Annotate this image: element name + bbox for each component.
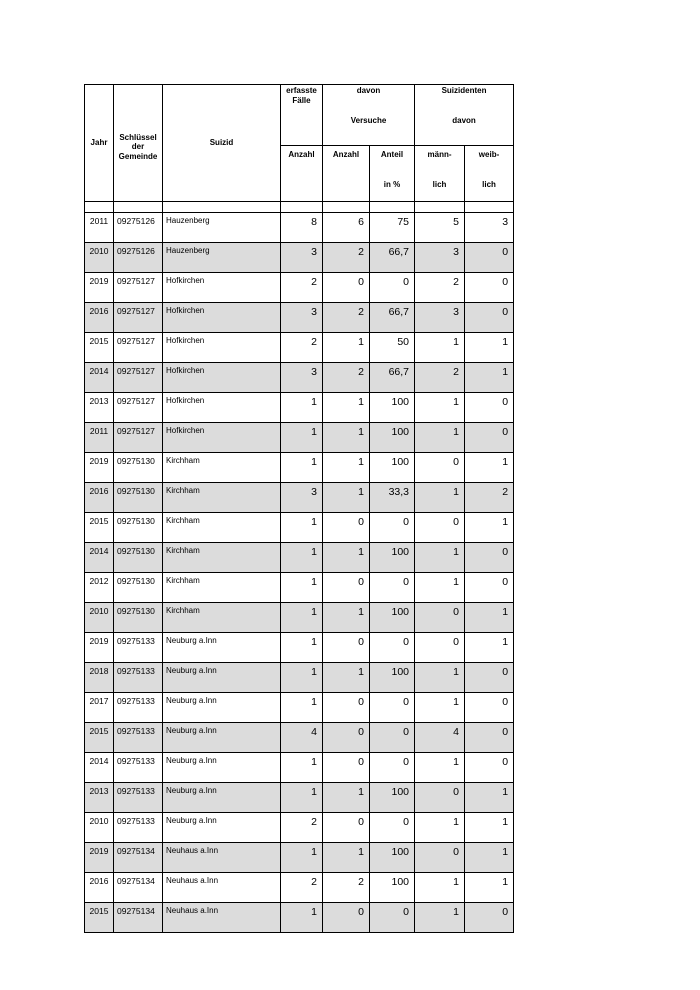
cell-faelle-anzahl: 2 — [281, 813, 323, 843]
cell-versuche-anzahl: 0 — [323, 753, 370, 783]
cell-faelle-anzahl: 1 — [281, 393, 323, 423]
cell-faelle-anzahl: 1 — [281, 783, 323, 813]
table-row — [85, 453, 514, 483]
header-erfasste-faelle: erfasste Fälle — [281, 85, 323, 146]
cell-versuche-anzahl: 0 — [323, 273, 370, 303]
table-row — [85, 333, 514, 363]
cell-weiblich: 3 — [465, 213, 514, 243]
cell-schluessel: 09275133 — [114, 723, 163, 753]
cell-anteil: 0 — [370, 753, 415, 783]
cell-gemeinde: Neuburg a.Inn — [163, 723, 281, 753]
cell-versuche-anzahl: 1 — [323, 483, 370, 513]
table-row — [85, 213, 514, 243]
cell-jahr: 2010 — [85, 603, 114, 633]
cell-weiblich: 0 — [465, 753, 514, 783]
cell-jahr: 2019 — [85, 633, 114, 663]
table-row — [85, 513, 514, 543]
cell-schluessel: 09275130 — [114, 603, 163, 633]
cell-faelle-anzahl: 3 — [281, 363, 323, 393]
cell-jahr: 2015 — [85, 723, 114, 753]
cell-faelle-anzahl: 1 — [281, 693, 323, 723]
table-row — [85, 783, 514, 813]
cell-maennlich: 2 — [415, 363, 465, 393]
cell-anteil: 100 — [370, 543, 415, 573]
cell-anteil: 33,3 — [370, 483, 415, 513]
cell-gemeinde: Hofkirchen — [163, 393, 281, 423]
cell-faelle-anzahl: 4 — [281, 723, 323, 753]
table-row — [85, 543, 514, 573]
cell-weiblich: 1 — [465, 363, 514, 393]
cell-versuche-anzahl: 0 — [323, 573, 370, 603]
cell-gemeinde: Hauzenberg — [163, 213, 281, 243]
cell-anteil: 0 — [370, 573, 415, 603]
cell-anteil: 0 — [370, 903, 415, 933]
cell-weiblich: 0 — [465, 543, 514, 573]
cell-schluessel: 09275130 — [114, 453, 163, 483]
cell-maennlich: 1 — [415, 543, 465, 573]
table-body — [85, 213, 514, 933]
cell-gemeinde: Kirchham — [163, 603, 281, 633]
cell-maennlich: 0 — [415, 513, 465, 543]
cell-anteil: 50 — [370, 333, 415, 363]
suicide-statistics-table — [84, 84, 514, 933]
cell-jahr: 2011 — [85, 423, 114, 453]
cell-gemeinde: Neuburg a.Inn — [163, 753, 281, 783]
table-row — [85, 423, 514, 453]
cell-versuche-anzahl: 0 — [323, 693, 370, 723]
cell-maennlich: 1 — [415, 663, 465, 693]
cell-weiblich: 1 — [465, 513, 514, 543]
cell-weiblich: 1 — [465, 813, 514, 843]
cell-faelle-anzahl: 1 — [281, 633, 323, 663]
cell-faelle-anzahl: 1 — [281, 903, 323, 933]
cell-faelle-anzahl: 1 — [281, 843, 323, 873]
table-row — [85, 753, 514, 783]
cell-faelle-anzahl: 3 — [281, 243, 323, 273]
cell-schluessel: 09275130 — [114, 543, 163, 573]
table-row — [85, 633, 514, 663]
cell-schluessel: 09275134 — [114, 873, 163, 903]
cell-schluessel: 09275126 — [114, 213, 163, 243]
table-row — [85, 573, 514, 603]
table-row — [85, 813, 514, 843]
cell-faelle-anzahl: 1 — [281, 423, 323, 453]
table-row — [85, 393, 514, 423]
cell-jahr: 2017 — [85, 693, 114, 723]
table-row — [85, 303, 514, 333]
cell-gemeinde: Kirchham — [163, 543, 281, 573]
cell-weiblich: 0 — [465, 693, 514, 723]
cell-maennlich: 4 — [415, 723, 465, 753]
cell-anteil: 0 — [370, 513, 415, 543]
cell-schluessel: 09275130 — [114, 573, 163, 603]
table-row — [85, 843, 514, 873]
cell-weiblich: 0 — [465, 573, 514, 603]
cell-jahr: 2016 — [85, 303, 114, 333]
cell-weiblich: 0 — [465, 423, 514, 453]
cell-weiblich: 1 — [465, 783, 514, 813]
table-row — [85, 693, 514, 723]
header-weiblich: weib- lich — [465, 146, 514, 202]
cell-versuche-anzahl: 0 — [323, 813, 370, 843]
header-anzahl-faelle: Anzahl — [281, 146, 323, 202]
cell-gemeinde: Hofkirchen — [163, 333, 281, 363]
cell-jahr: 2016 — [85, 483, 114, 513]
cell-weiblich: 1 — [465, 873, 514, 903]
cell-weiblich: 1 — [465, 453, 514, 483]
cell-anteil: 66,7 — [370, 363, 415, 393]
cell-maennlich: 1 — [415, 693, 465, 723]
cell-jahr: 2013 — [85, 783, 114, 813]
cell-gemeinde: Neuhaus a.Inn — [163, 843, 281, 873]
cell-jahr: 2014 — [85, 363, 114, 393]
cell-weiblich: 0 — [465, 393, 514, 423]
cell-weiblich: 0 — [465, 303, 514, 333]
cell-jahr: 2019 — [85, 843, 114, 873]
cell-maennlich: 1 — [415, 903, 465, 933]
cell-anteil: 0 — [370, 273, 415, 303]
cell-maennlich: 0 — [415, 603, 465, 633]
cell-faelle-anzahl: 1 — [281, 663, 323, 693]
cell-jahr: 2014 — [85, 543, 114, 573]
cell-gemeinde: Kirchham — [163, 513, 281, 543]
cell-anteil: 0 — [370, 723, 415, 753]
cell-schluessel: 09275133 — [114, 693, 163, 723]
cell-maennlich: 1 — [415, 393, 465, 423]
cell-gemeinde: Hofkirchen — [163, 273, 281, 303]
cell-anteil: 100 — [370, 843, 415, 873]
cell-weiblich: 1 — [465, 333, 514, 363]
cell-jahr: 2010 — [85, 243, 114, 273]
cell-schluessel: 09275127 — [114, 273, 163, 303]
cell-versuche-anzahl: 1 — [323, 783, 370, 813]
header-spacer-row — [85, 202, 514, 213]
cell-schluessel: 09275133 — [114, 663, 163, 693]
table-row — [85, 603, 514, 633]
cell-jahr: 2011 — [85, 213, 114, 243]
cell-maennlich: 1 — [415, 873, 465, 903]
cell-faelle-anzahl: 1 — [281, 453, 323, 483]
cell-versuche-anzahl: 1 — [323, 423, 370, 453]
cell-weiblich: 0 — [465, 273, 514, 303]
cell-schluessel: 09275133 — [114, 783, 163, 813]
cell-versuche-anzahl: 0 — [323, 903, 370, 933]
cell-faelle-anzahl: 1 — [281, 603, 323, 633]
cell-jahr: 2019 — [85, 453, 114, 483]
cell-anteil: 66,7 — [370, 243, 415, 273]
cell-jahr: 2013 — [85, 393, 114, 423]
cell-maennlich: 0 — [415, 633, 465, 663]
cell-gemeinde: Neuburg a.Inn — [163, 633, 281, 663]
header-davon-versuche: davon Versuche — [323, 85, 415, 146]
cell-gemeinde: Neuhaus a.Inn — [163, 903, 281, 933]
cell-versuche-anzahl: 0 — [323, 513, 370, 543]
table-row — [85, 483, 514, 513]
cell-weiblich: 1 — [465, 603, 514, 633]
table-row — [85, 873, 514, 903]
table-row — [85, 273, 514, 303]
cell-anteil: 0 — [370, 813, 415, 843]
cell-faelle-anzahl: 2 — [281, 873, 323, 903]
cell-gemeinde: Kirchham — [163, 483, 281, 513]
cell-weiblich: 0 — [465, 723, 514, 753]
cell-weiblich: 1 — [465, 633, 514, 663]
cell-maennlich: 3 — [415, 303, 465, 333]
cell-faelle-anzahl: 1 — [281, 513, 323, 543]
cell-gemeinde: Neuburg a.Inn — [163, 783, 281, 813]
cell-schluessel: 09275127 — [114, 423, 163, 453]
cell-anteil: 100 — [370, 393, 415, 423]
cell-versuche-anzahl: 2 — [323, 363, 370, 393]
cell-maennlich: 1 — [415, 423, 465, 453]
cell-maennlich: 0 — [415, 453, 465, 483]
cell-maennlich: 2 — [415, 273, 465, 303]
cell-schluessel: 09275133 — [114, 753, 163, 783]
cell-gemeinde: Kirchham — [163, 453, 281, 483]
header-maennlich: männ- lich — [415, 146, 465, 202]
cell-anteil: 75 — [370, 213, 415, 243]
cell-weiblich: 0 — [465, 903, 514, 933]
cell-versuche-anzahl: 0 — [323, 633, 370, 663]
cell-schluessel: 09275133 — [114, 633, 163, 663]
cell-weiblich: 0 — [465, 243, 514, 273]
cell-anteil: 100 — [370, 873, 415, 903]
header-anzahl-versuche: Anzahl — [323, 146, 370, 202]
cell-maennlich: 1 — [415, 753, 465, 783]
cell-gemeinde: Neuburg a.Inn — [163, 693, 281, 723]
cell-faelle-anzahl: 2 — [281, 273, 323, 303]
cell-jahr: 2010 — [85, 813, 114, 843]
cell-gemeinde: Hofkirchen — [163, 303, 281, 333]
cell-faelle-anzahl: 3 — [281, 483, 323, 513]
cell-schluessel: 09275127 — [114, 333, 163, 363]
cell-gemeinde: Hauzenberg — [163, 243, 281, 273]
header-suizid: Suizid — [163, 85, 281, 202]
cell-schluessel: 09275127 — [114, 363, 163, 393]
cell-schluessel: 09275134 — [114, 903, 163, 933]
cell-versuche-anzahl: 1 — [323, 603, 370, 633]
header-anteil: Anteil in % — [370, 146, 415, 202]
cell-weiblich: 2 — [465, 483, 514, 513]
cell-gemeinde: Neuburg a.Inn — [163, 813, 281, 843]
cell-maennlich: 5 — [415, 213, 465, 243]
cell-schluessel: 09275126 — [114, 243, 163, 273]
cell-jahr: 2016 — [85, 873, 114, 903]
cell-faelle-anzahl: 1 — [281, 543, 323, 573]
cell-anteil: 0 — [370, 693, 415, 723]
cell-schluessel: 09275133 — [114, 813, 163, 843]
cell-versuche-anzahl: 1 — [323, 333, 370, 363]
cell-faelle-anzahl: 2 — [281, 333, 323, 363]
table-header — [85, 85, 514, 213]
cell-jahr: 2019 — [85, 273, 114, 303]
cell-maennlich: 1 — [415, 483, 465, 513]
cell-maennlich: 1 — [415, 333, 465, 363]
cell-maennlich: 0 — [415, 783, 465, 813]
cell-faelle-anzahl: 8 — [281, 213, 323, 243]
cell-anteil: 66,7 — [370, 303, 415, 333]
table-row — [85, 243, 514, 273]
cell-versuche-anzahl: 0 — [323, 723, 370, 753]
cell-versuche-anzahl: 1 — [323, 453, 370, 483]
cell-jahr: 2018 — [85, 663, 114, 693]
cell-versuche-anzahl: 2 — [323, 243, 370, 273]
table-row — [85, 903, 514, 933]
cell-schluessel: 09275127 — [114, 393, 163, 423]
cell-jahr: 2012 — [85, 573, 114, 603]
cell-versuche-anzahl: 1 — [323, 843, 370, 873]
cell-gemeinde: Hofkirchen — [163, 363, 281, 393]
cell-weiblich: 1 — [465, 843, 514, 873]
cell-gemeinde: Kirchham — [163, 573, 281, 603]
cell-versuche-anzahl: 2 — [323, 303, 370, 333]
cell-weiblich: 0 — [465, 663, 514, 693]
cell-schluessel: 09275130 — [114, 483, 163, 513]
cell-jahr: 2015 — [85, 513, 114, 543]
cell-anteil: 100 — [370, 663, 415, 693]
header-schluessel: Schlüssel der Gemeinde — [114, 85, 163, 202]
table-row — [85, 723, 514, 753]
cell-versuche-anzahl: 2 — [323, 873, 370, 903]
header-suizidenten: Suizidenten davon — [415, 85, 514, 146]
cell-jahr: 2015 — [85, 333, 114, 363]
cell-maennlich: 1 — [415, 813, 465, 843]
cell-jahr: 2015 — [85, 903, 114, 933]
cell-faelle-anzahl: 1 — [281, 753, 323, 783]
cell-anteil: 0 — [370, 633, 415, 663]
cell-anteil: 100 — [370, 603, 415, 633]
cell-versuche-anzahl: 6 — [323, 213, 370, 243]
cell-faelle-anzahl: 3 — [281, 303, 323, 333]
header-jahr: Jahr — [85, 85, 114, 202]
cell-anteil: 100 — [370, 423, 415, 453]
table-row — [85, 663, 514, 693]
cell-gemeinde: Neuhaus a.Inn — [163, 873, 281, 903]
cell-anteil: 100 — [370, 783, 415, 813]
cell-versuche-anzahl: 1 — [323, 663, 370, 693]
cell-gemeinde: Hofkirchen — [163, 423, 281, 453]
table-row — [85, 363, 514, 393]
cell-jahr: 2014 — [85, 753, 114, 783]
cell-maennlich: 1 — [415, 573, 465, 603]
cell-versuche-anzahl: 1 — [323, 543, 370, 573]
cell-anteil: 100 — [370, 453, 415, 483]
cell-maennlich: 0 — [415, 843, 465, 873]
cell-maennlich: 3 — [415, 243, 465, 273]
cell-faelle-anzahl: 1 — [281, 573, 323, 603]
cell-schluessel: 09275134 — [114, 843, 163, 873]
cell-schluessel: 09275130 — [114, 513, 163, 543]
cell-versuche-anzahl: 1 — [323, 393, 370, 423]
cell-gemeinde: Neuburg a.Inn — [163, 663, 281, 693]
cell-schluessel: 09275127 — [114, 303, 163, 333]
